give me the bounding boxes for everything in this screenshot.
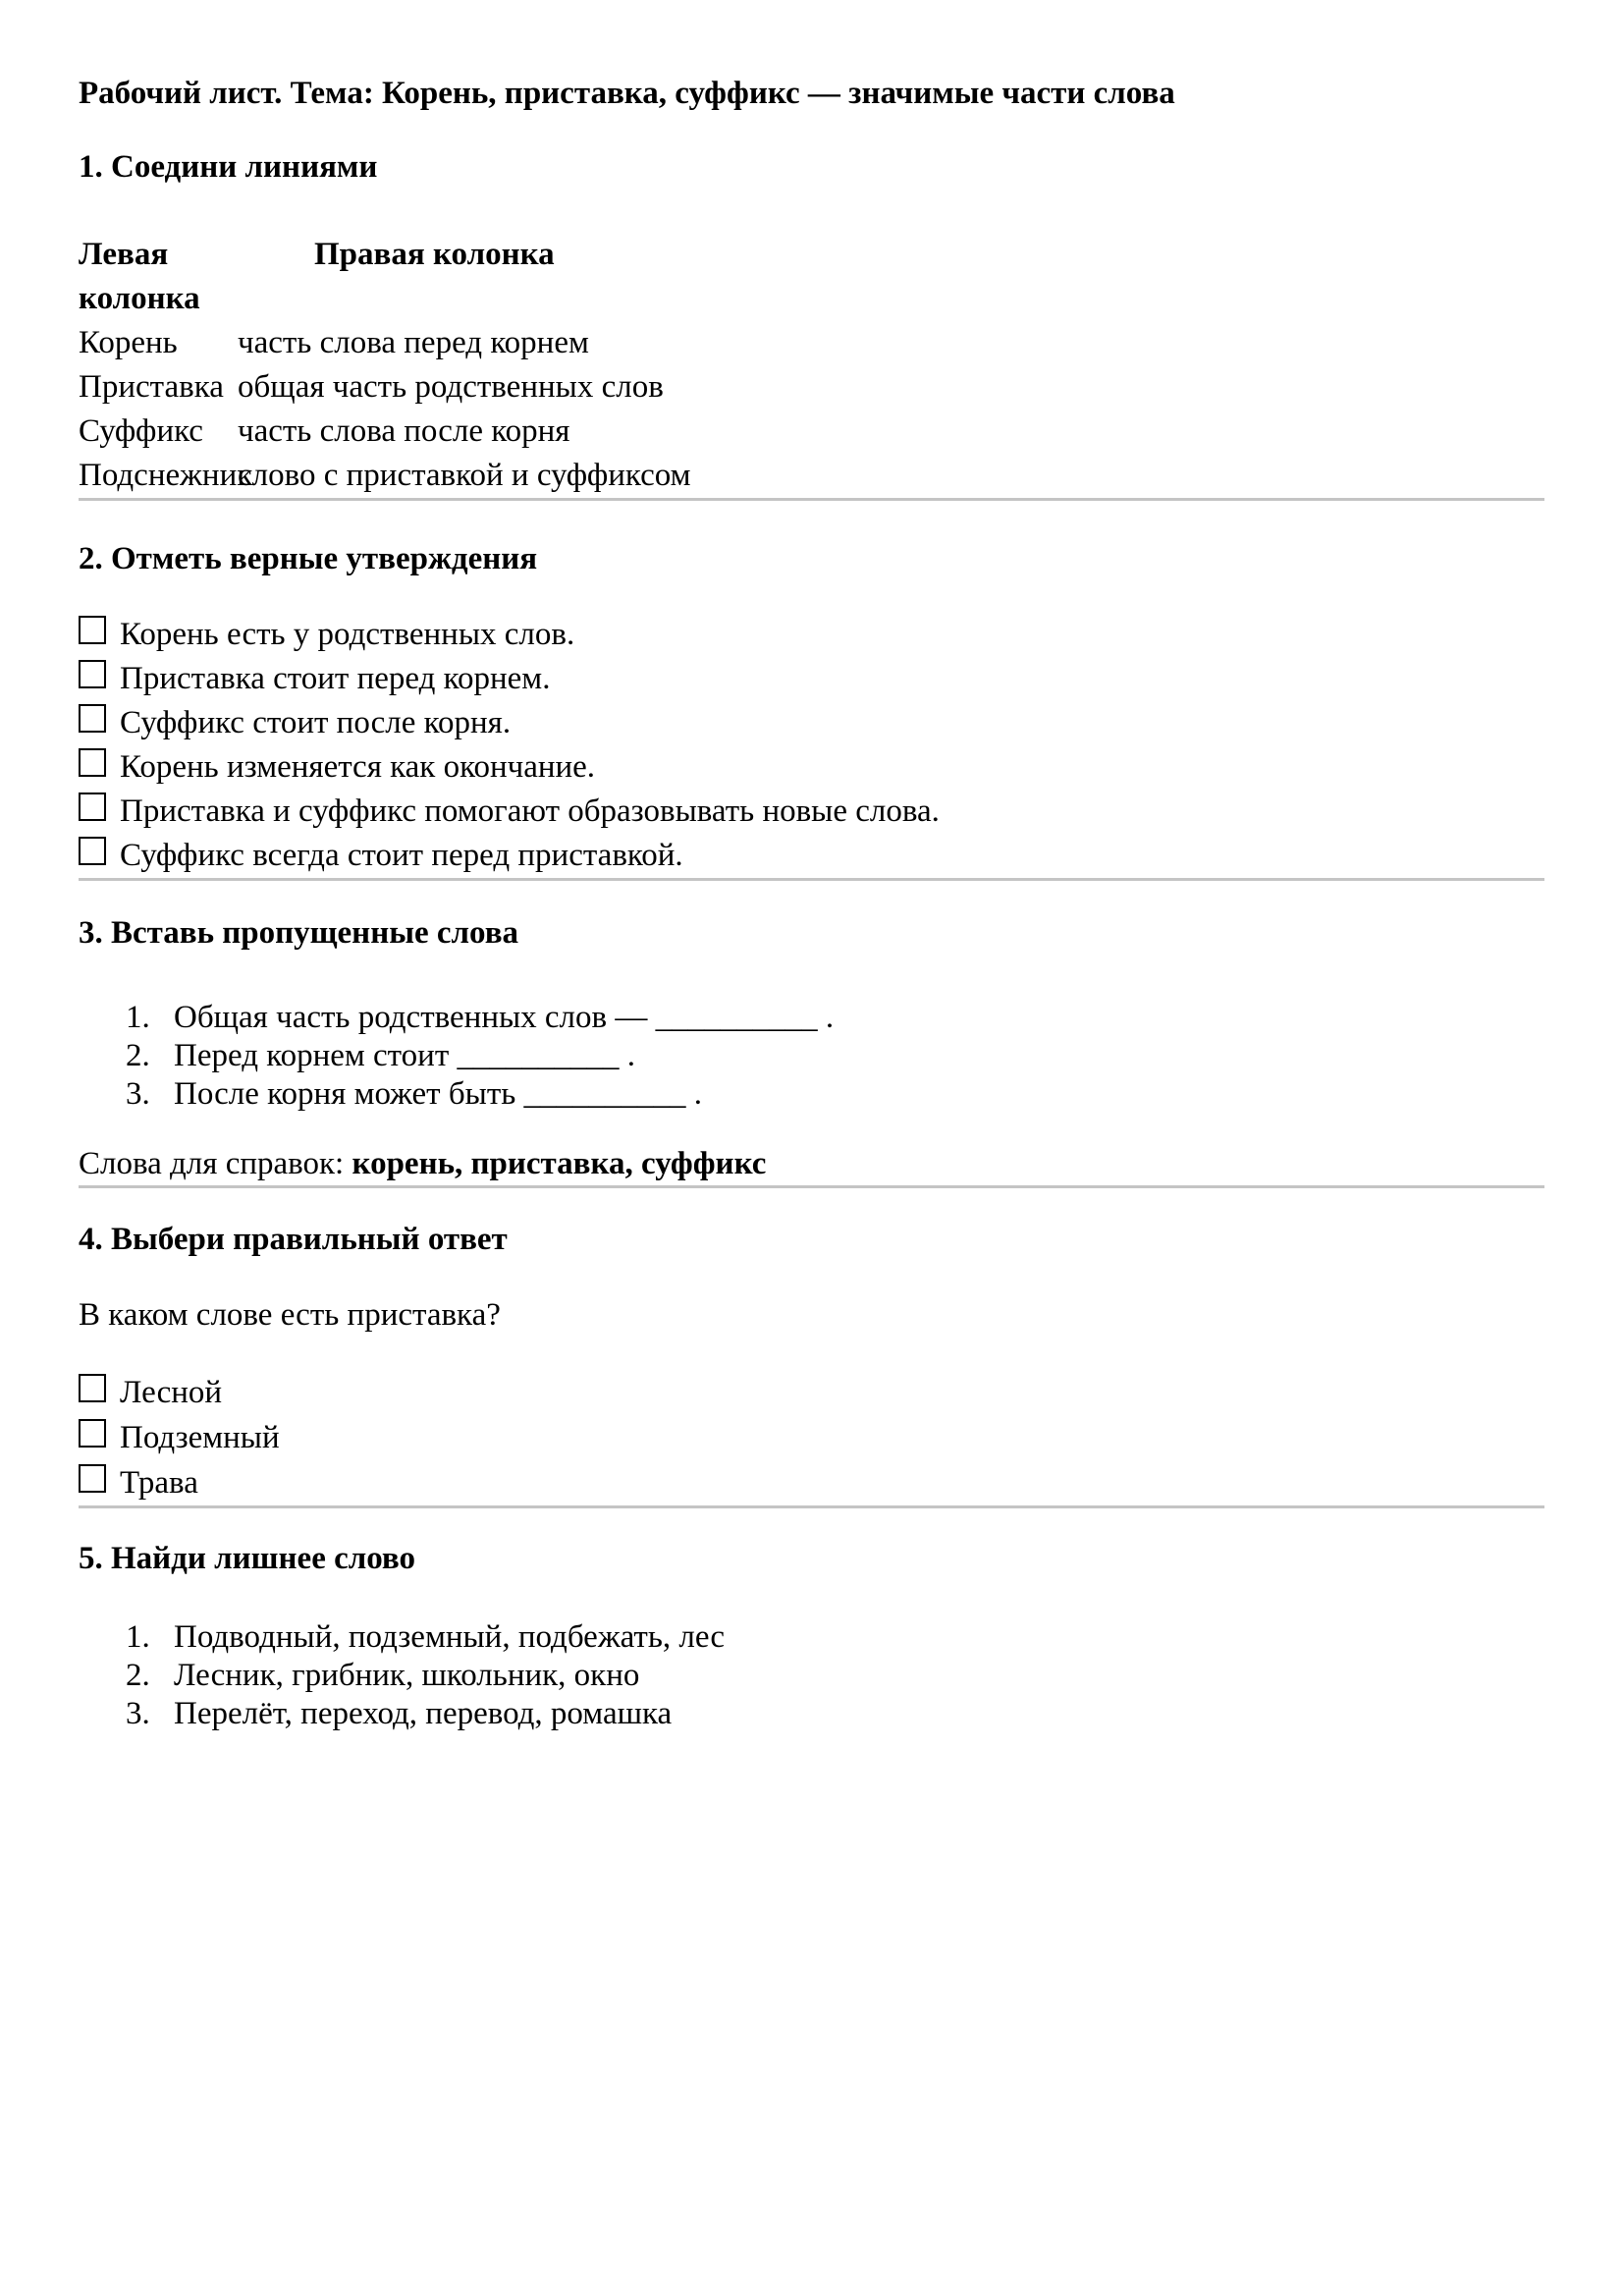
table-row: [79, 410, 1544, 454]
fill-in-sentence: Общая часть родственных слов — __________ .: [174, 1000, 835, 1035]
section-3-heading: 3. Вставь пропущенные слова: [79, 915, 519, 951]
section-divider: [79, 498, 1544, 501]
section-5-heading: 5. Найди лишнее слово: [79, 1541, 416, 1576]
word-group: Подводный, подземный, подбежать, лес: [174, 1619, 725, 1655]
odd-word-list: [79, 1618, 1544, 1733]
list-item-number: 2.: [126, 1658, 150, 1693]
section-1-heading: 1. Соедини линиями: [79, 149, 378, 185]
fill-in-sentence: Перед корнем стоит __________ .: [174, 1038, 635, 1073]
option-label: Подземный: [120, 1420, 280, 1455]
statement-label: Приставка и суффикс помогают образовывать новые слова.: [120, 793, 940, 829]
statement-label: Корень изменяется как окончание.: [120, 749, 596, 785]
statement-item: [79, 657, 1544, 701]
checkbox[interactable]: [79, 1464, 106, 1493]
section-divider: [79, 878, 1544, 881]
table-row: [79, 321, 1544, 365]
statements-checklist: [79, 613, 1544, 878]
statement-item: [79, 790, 1544, 834]
reference-words-label: Слова для справок:: [79, 1146, 352, 1181]
table-cell-term: Корень: [79, 325, 178, 360]
match-table: [79, 233, 1544, 498]
option-label: Лесной: [120, 1375, 223, 1410]
match-table-header-row: [79, 233, 1544, 321]
fill-in-sentence: После корня может быть __________ .: [174, 1076, 703, 1112]
statement-item: [79, 834, 1544, 878]
answer-option: [79, 1370, 1544, 1415]
table-cell-definition: общая часть родственных слов: [238, 369, 664, 405]
answer-options: [79, 1370, 1544, 1505]
section-divider: [79, 1185, 1544, 1188]
word-group: Лесник, грибник, школьник, окно: [174, 1658, 640, 1693]
table-cell-term: Подснежник: [79, 458, 253, 493]
list-item: [126, 1037, 1544, 1075]
statement-label: Суффикс всегда стоит перед приставкой.: [120, 838, 683, 873]
checkbox[interactable]: [79, 837, 106, 865]
section-4-heading: 4. Выбери правильный ответ: [79, 1222, 508, 1257]
list-item: [126, 1618, 1544, 1657]
table-cell-term: Суффикс: [79, 413, 203, 449]
checkbox[interactable]: [79, 616, 106, 644]
list-item-number: 1.: [126, 1619, 150, 1655]
checkbox[interactable]: [79, 704, 106, 733]
list-item: [126, 1075, 1544, 1114]
section-divider: [79, 1505, 1544, 1508]
checkbox[interactable]: [79, 748, 106, 777]
statement-item: [79, 613, 1544, 657]
list-item: [126, 999, 1544, 1037]
option-label: Трава: [120, 1465, 198, 1501]
list-item-number: 1.: [126, 1000, 150, 1035]
statement-item: [79, 745, 1544, 790]
match-table-header-left: Левая колонка: [79, 237, 200, 316]
question-text: В каком слове есть приставка?: [79, 1297, 501, 1333]
reference-words-line: [79, 1142, 1544, 1185]
checkbox[interactable]: [79, 793, 106, 821]
reference-words: корень, приставка, суффикс: [352, 1146, 767, 1181]
table-row: [79, 365, 1544, 410]
list-item-number: 2.: [126, 1038, 150, 1073]
table-row: [79, 454, 1544, 498]
checkbox[interactable]: [79, 1419, 106, 1448]
statement-item: [79, 701, 1544, 745]
table-cell-definition: часть слова перед корнем: [238, 325, 589, 360]
statement-label: Приставка стоит перед корнем.: [120, 661, 551, 696]
checkbox[interactable]: [79, 1374, 106, 1402]
answer-option: [79, 1460, 1544, 1505]
section-2-heading: 2. Отметь верные утверждения: [79, 541, 538, 576]
statement-label: Суффикс стоит после корня.: [120, 705, 512, 740]
page-title: Рабочий лист. Тема: Корень, приставка, суффикс — значимые части слова: [79, 76, 1175, 111]
checkbox[interactable]: [79, 660, 106, 688]
fill-in-list: [79, 999, 1544, 1114]
match-table-header-right: Правая колонка: [314, 237, 555, 272]
list-item-number: 3.: [126, 1076, 150, 1112]
list-item: [126, 1695, 1544, 1733]
table-cell-definition: часть слова после корня: [238, 413, 570, 449]
answer-option: [79, 1415, 1544, 1460]
statement-label: Корень есть у родственных слов.: [120, 617, 575, 652]
word-group: Перелёт, переход, перевод, ромашка: [174, 1696, 673, 1731]
list-item: [126, 1657, 1544, 1695]
table-cell-term: Приставка: [79, 369, 224, 405]
table-cell-definition: слово с приставкой и суффиксом: [238, 458, 691, 493]
list-item-number: 3.: [126, 1696, 150, 1731]
